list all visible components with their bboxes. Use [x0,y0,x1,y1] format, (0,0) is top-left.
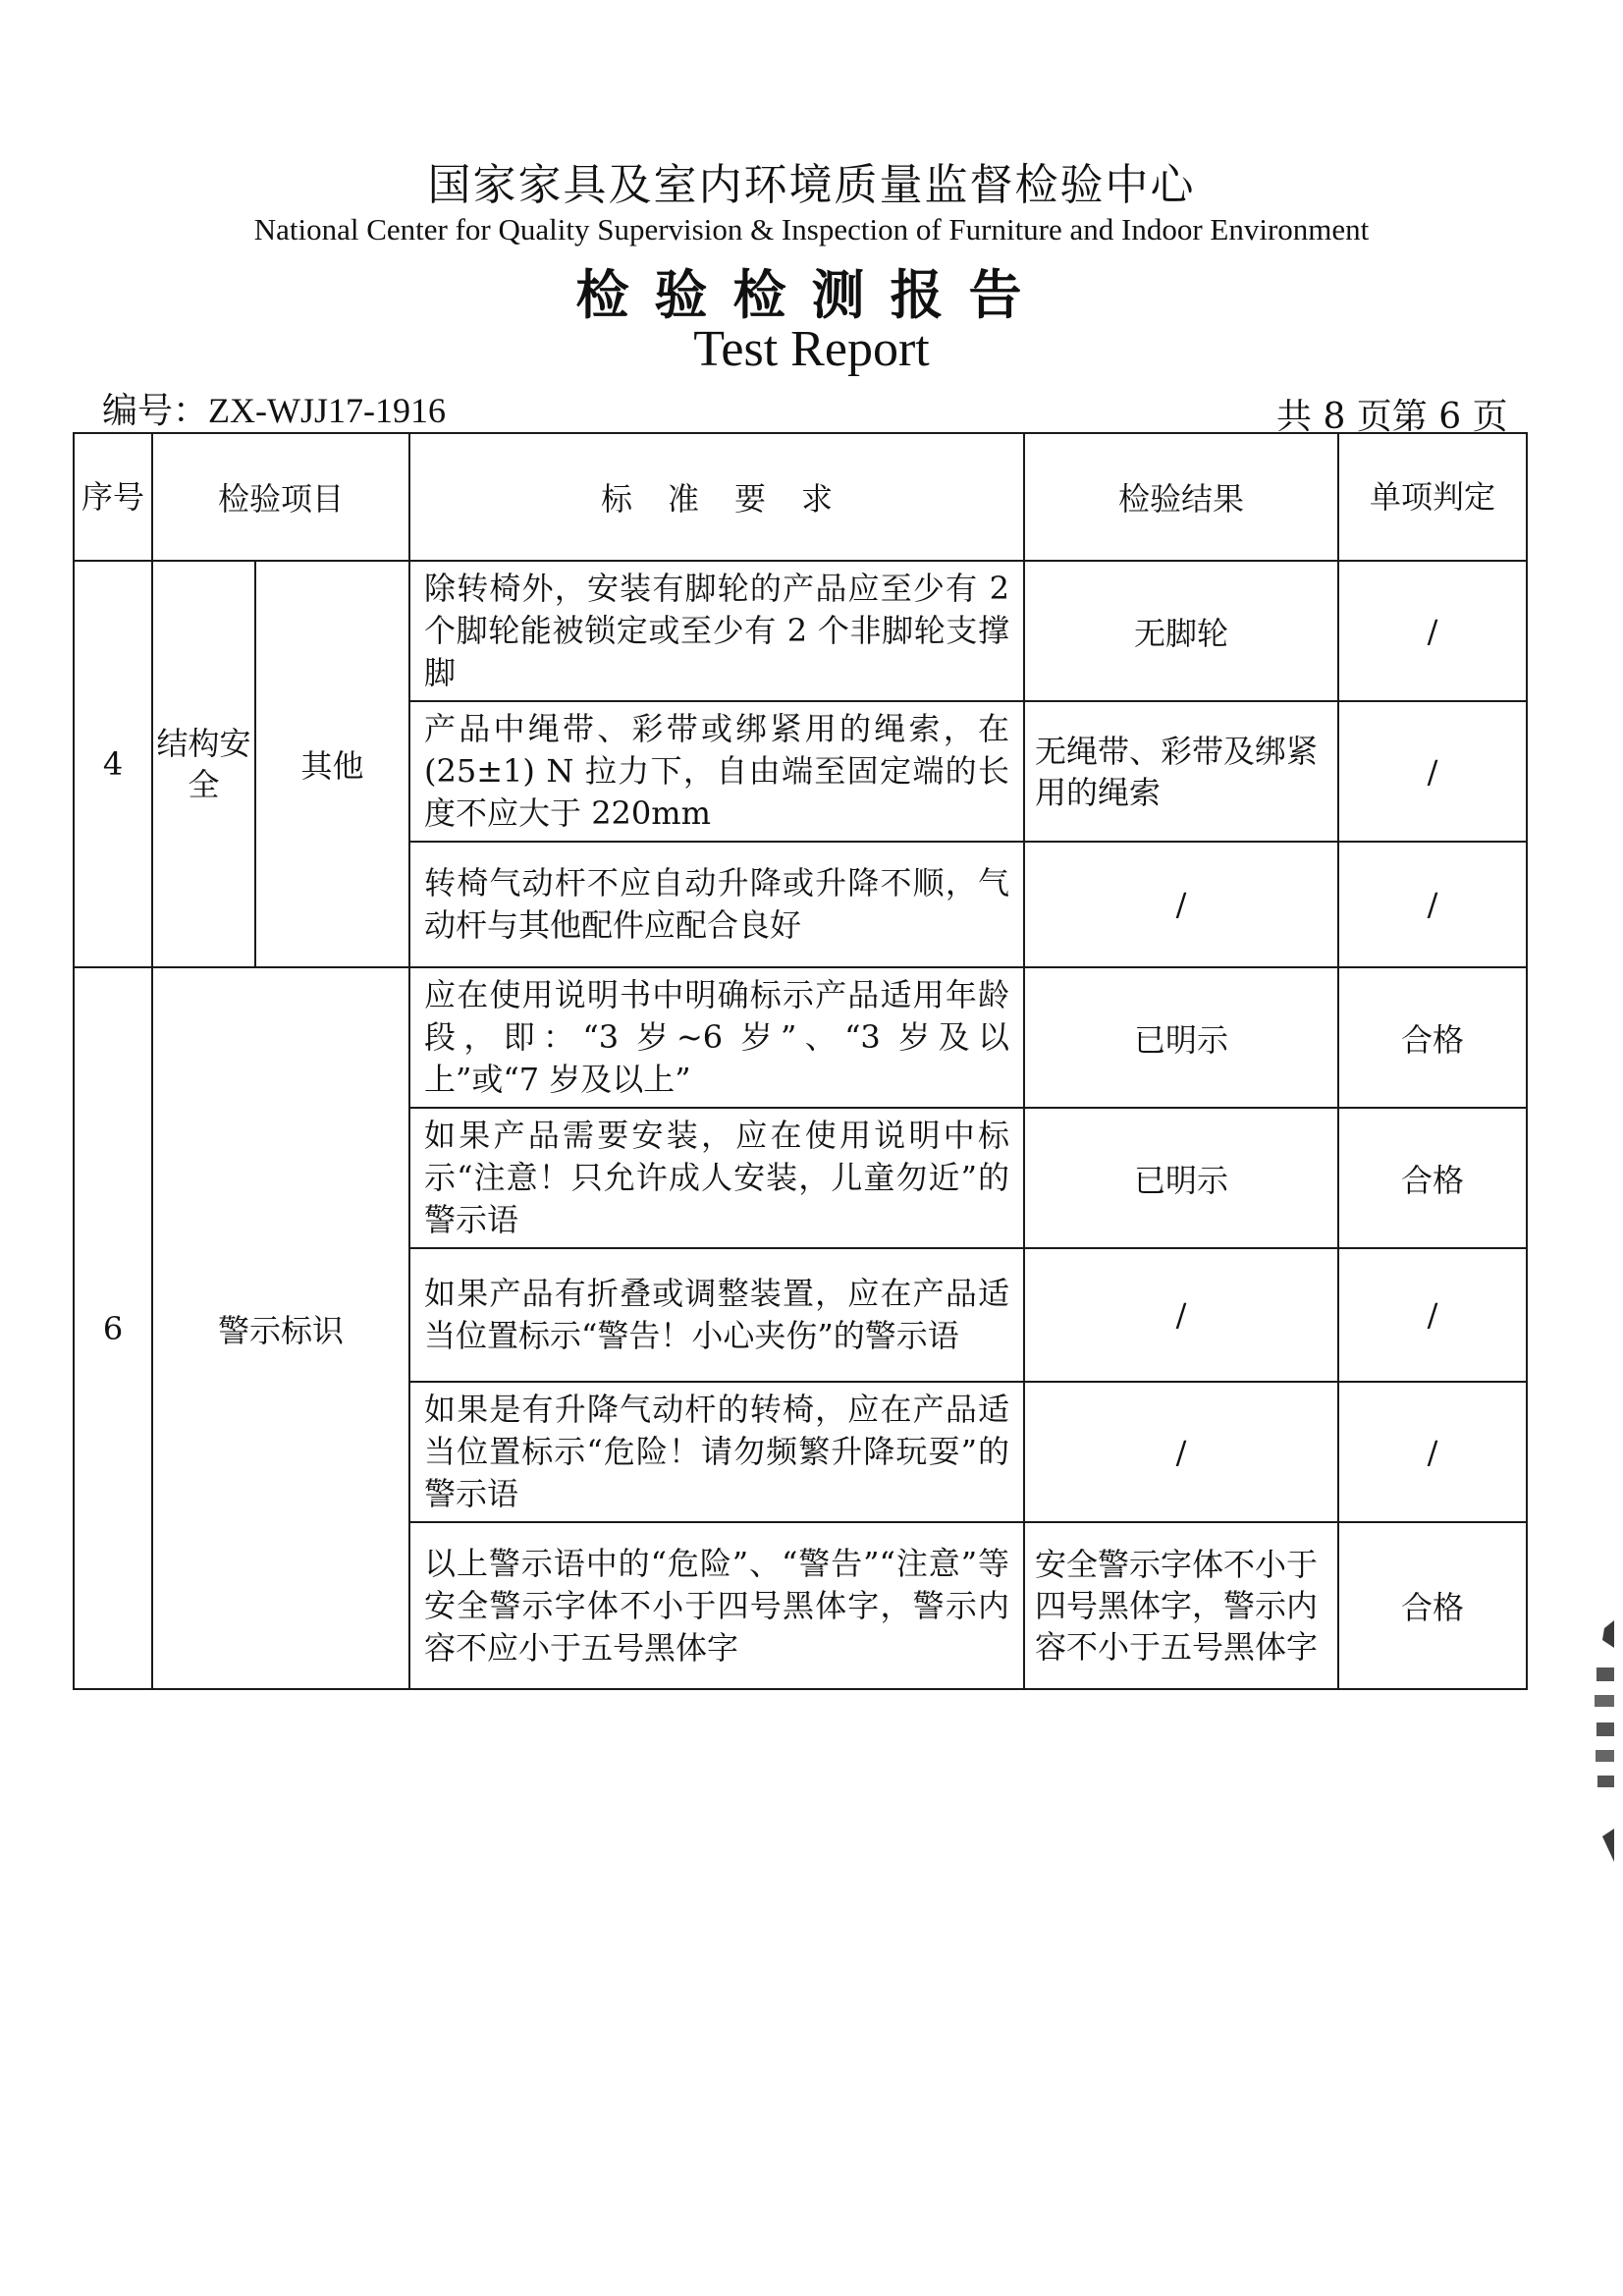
header-item: 检验项目 [152,433,409,561]
org-name-cn: 国家家具及室内环境质量监督检验中心 [427,160,1196,210]
verdict-cell: / [1338,1382,1527,1522]
group-seq: 4 [74,561,152,967]
report-number-label: 编号： [102,391,209,431]
page-indicator: 共 8 页第 6 页 [1276,397,1508,437]
requirement-cell: 如果产品有折叠或调整装置，应在产品适当位置标示“警告！小心夹伤”的警示语 [409,1248,1024,1382]
header-seq: 序号 [74,433,152,561]
result-cell: 无绳带、彩带及绑紧用的绳索 [1024,701,1338,842]
requirement-cell: 转椅气动杆不应自动升降或升降不顺，气动杆与其他配件应配合良好 [409,842,1024,967]
requirement-cell: 以上警示语中的“危险”、“警告”“注意”等安全警示字体不小于四号黑体字，警示内容不应小于五号黑体字 [409,1522,1024,1689]
table-header-row [74,433,1527,561]
report-title-cn: 检验检测报告 [575,263,1048,326]
result-cell: 已明示 [1024,967,1338,1108]
verdict-cell: / [1338,701,1527,842]
verdict-cell: / [1338,842,1527,967]
result-cell: 无脚轮 [1024,561,1338,701]
group-seq: 6 [74,967,152,1689]
verdict-cell: / [1338,561,1527,701]
requirement-cell: 除转椅外，安装有脚轮的产品应至少有 2 个脚轮能被锁定或至少有 2 个非脚轮支撑脚 [409,561,1024,701]
report-number-value: ZX-WJJ17-1916 [208,391,446,430]
header-requirement: 标准要求 [409,433,1024,561]
result-cell: 已明示 [1024,1108,1338,1248]
verdict-cell: 合格 [1338,967,1527,1108]
verdict-cell: 合格 [1338,1522,1527,1689]
result-cell: / [1024,1382,1338,1522]
requirement-cell: 如果是有升降气动杆的转椅，应在产品适当位置标示“危险！请勿频繁升降玩耍”的警示语 [409,1382,1024,1522]
header-result: 检验结果 [1024,433,1338,561]
requirement-cell: 产品中绳带、彩带或绑紧用的绳索，在(25±1) N 拉力下，自由端至固定端的长度不应大于 220mm [409,701,1024,842]
inspection-table [73,432,1528,1690]
report-title-en: Test Report [693,321,930,377]
table-row [74,967,1527,1108]
verdict-cell: / [1338,1248,1527,1382]
requirement-cell: 应在使用说明书中明确标示产品适用年龄段，即：“3 岁~6 岁”、“3 岁及以上”或“7 岁及以上” [409,967,1024,1108]
table-row [74,561,1527,701]
report-number [102,383,446,433]
result-cell: 安全警示字体不小于四号黑体字，警示内容不小于五号黑体字 [1024,1522,1338,1689]
seal-fragment [1583,1620,1616,1876]
header-verdict: 单项判定 [1338,433,1527,561]
requirement-cell: 如果产品需要安装，应在使用说明中标示“注意！只允许成人安装，儿童勿近”的警示语 [409,1108,1024,1248]
group-subcategory: 其他 [255,561,409,967]
result-cell: / [1024,842,1338,967]
org-name-en: National Center for Quality Supervision & Inspection of Furniture and Indoor Environment [253,212,1370,246]
result-cell: / [1024,1248,1338,1382]
group-category: 警示标识 [152,967,409,1689]
group-category: 结构安全 [152,561,255,967]
verdict-cell: 合格 [1338,1108,1527,1248]
